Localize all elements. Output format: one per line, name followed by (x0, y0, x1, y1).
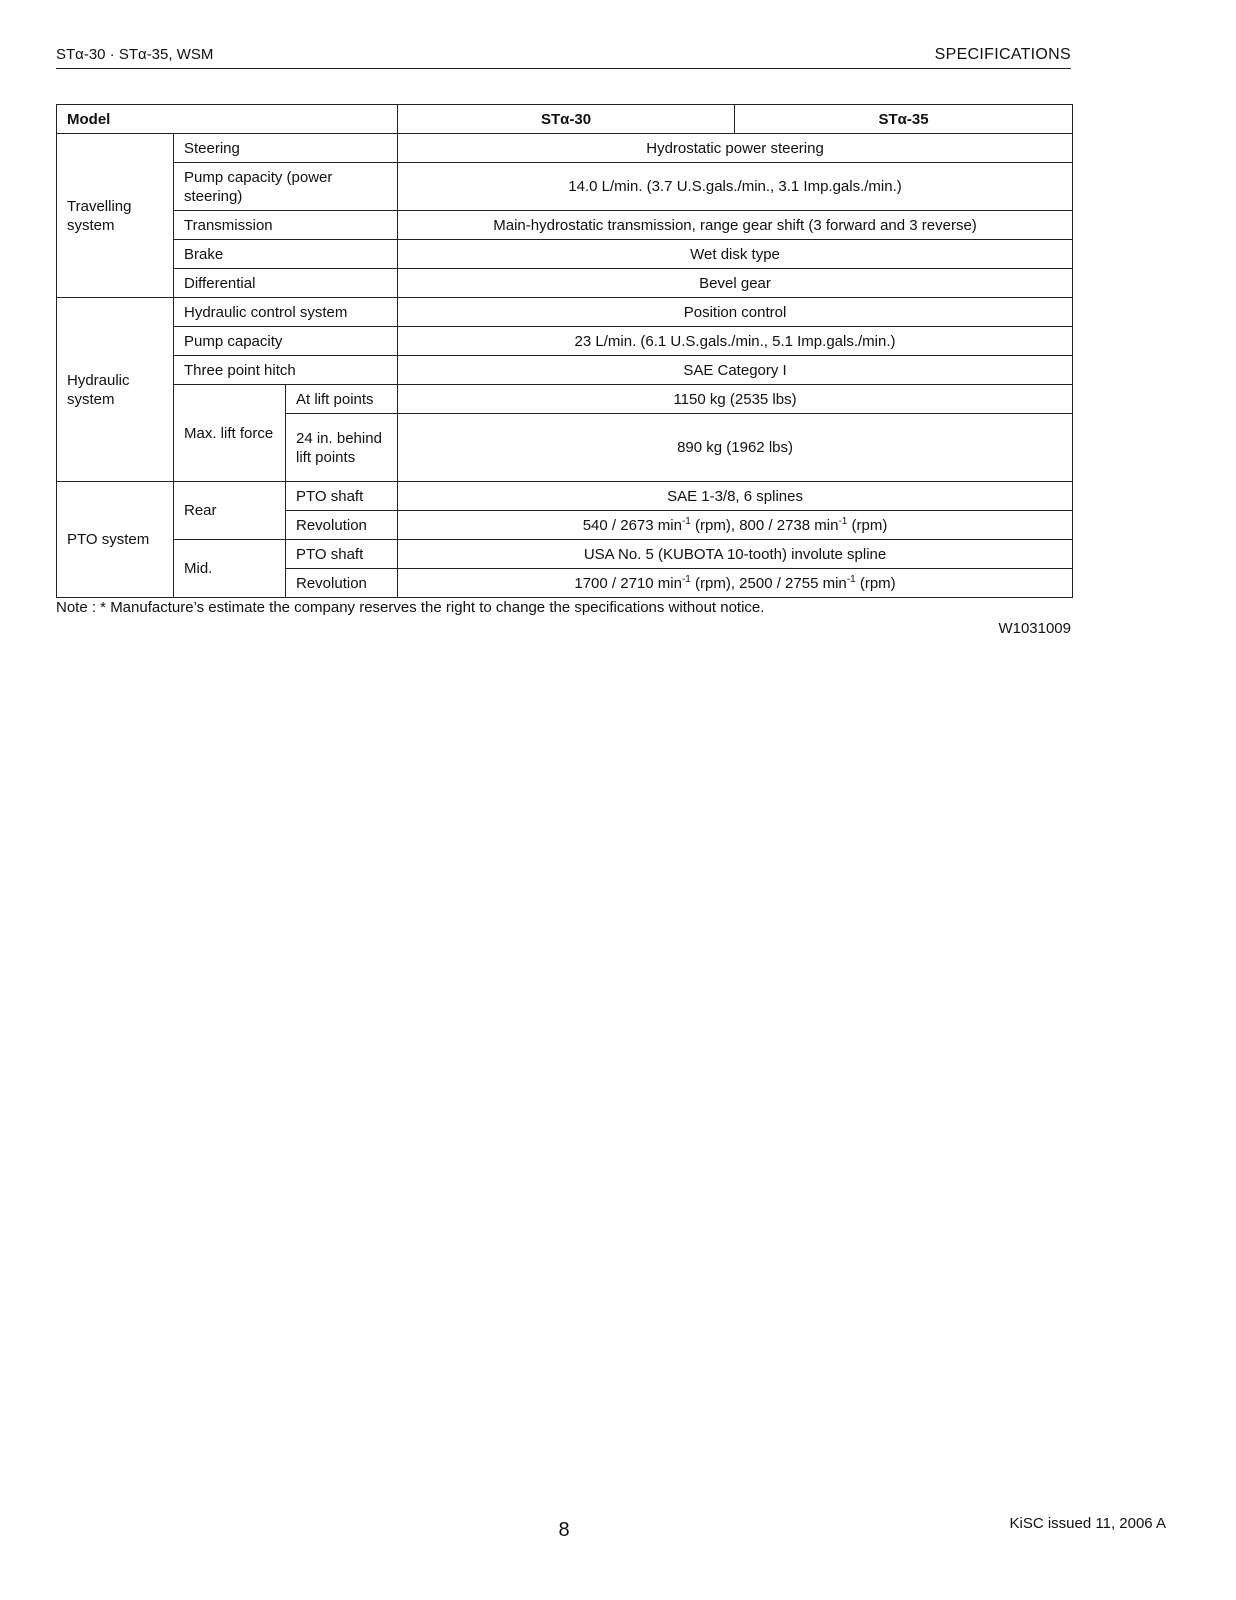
row-value-steering: Hydrostatic power steering (398, 134, 1073, 163)
row-value-brake: Wet disk type (398, 240, 1073, 269)
group-pto-system: PTO system (57, 482, 174, 598)
rear-rev-text-b: (rpm), 800 / 2738 min (690, 516, 839, 534)
row-label-rear-pto-shaft: PTO shaft (286, 482, 398, 511)
table-row (57, 385, 1073, 414)
mid-rev-text-c: (rpm) (855, 574, 896, 592)
specifications-table (56, 104, 1073, 598)
row-label-rear: Rear (174, 482, 286, 540)
row-value-rear-pto-shaft: SAE 1-3/8, 6 splines (398, 482, 1073, 511)
issued-label: KiSC issued 11, 2006 A (1009, 1515, 1166, 1532)
row-label-brake: Brake (174, 240, 398, 269)
table-row (57, 356, 1073, 385)
table-row (57, 269, 1073, 298)
table-row (57, 540, 1073, 569)
model-col-sta30: STα-30 (398, 105, 735, 134)
model-col-sta35: STα-35 (735, 105, 1073, 134)
row-value-behind-lift-points: 890 kg (1962 lbs) (398, 414, 1073, 482)
table-row (57, 211, 1073, 240)
row-label-three-point-hitch: Three point hitch (174, 356, 398, 385)
row-value-mid-pto-shaft: USA No. 5 (KUBOTA 10-tooth) involute spline (398, 540, 1073, 569)
row-label-rear-revolution: Revolution (286, 511, 398, 540)
group-travelling-system: Travelling system (57, 134, 174, 298)
row-label-mid-pto-shaft: PTO shaft (286, 540, 398, 569)
group-hydraulic-system: Hydraulic system (57, 298, 174, 482)
rear-rev-text-a: 540 / 2673 min (582, 516, 682, 534)
row-value-three-point-hitch: SAE Category I (398, 356, 1073, 385)
row-value-transmission: Main-hydrostatic transmission, range gear shift (3 forward and 3 reverse) (398, 211, 1073, 240)
row-label-max-lift-force: Max. lift force (174, 385, 286, 482)
row-label-steering: Steering (174, 134, 398, 163)
mid-rev-text-b: (rpm), 2500 / 2755 min (690, 574, 847, 592)
row-value-hydraulic-control: Position control (398, 298, 1073, 327)
row-label-transmission: Transmission (174, 211, 398, 240)
document-code: W1031009 (998, 620, 1071, 637)
model-header-cell: Model (57, 105, 398, 134)
header-model-title: STα-30 · STα-35, WSM (56, 46, 214, 63)
row-label-pump-capacity-steering: Pump capacity (power steering) (174, 163, 398, 211)
page-number: 8 (558, 1519, 570, 1541)
table-row (57, 327, 1073, 356)
table-row (57, 134, 1073, 163)
row-value-at-lift-points: 1150 kg (2535 lbs) (398, 385, 1073, 414)
row-label-differential: Differential (174, 269, 398, 298)
row-label-at-lift-points: At lift points (286, 385, 398, 414)
rear-rev-exponent-2: -1 (838, 515, 848, 527)
row-value-pump-capacity-steering: 14.0 L/min. (3.7 U.S.gals./min., 3.1 Imp.gals./min.) (398, 163, 1073, 211)
table-header-row (57, 105, 1073, 134)
table-row (57, 163, 1073, 211)
mid-rev-exponent-2: -1 (846, 573, 856, 585)
row-label-pump-capacity: Pump capacity (174, 327, 398, 356)
row-label-hydraulic-control: Hydraulic control system (174, 298, 398, 327)
footnote: Note : * Manufacture’s estimate the company reserves the right to change the specifications without notice. (56, 599, 765, 616)
page-header (56, 46, 1071, 69)
rear-rev-exponent-1: -1 (681, 515, 691, 527)
row-value-mid-revolution (398, 569, 1073, 598)
row-value-differential: Bevel gear (398, 269, 1073, 298)
table-row (57, 298, 1073, 327)
table-row (57, 240, 1073, 269)
row-label-behind-lift-points: 24 in. behind lift points (286, 414, 398, 482)
header-section-title: SPECIFICATIONS (934, 46, 1071, 63)
row-value-rear-revolution (398, 511, 1073, 540)
mid-rev-text-a: 1700 / 2710 min (574, 574, 682, 592)
rear-rev-text-c: (rpm) (847, 516, 888, 534)
table-row (57, 482, 1073, 511)
row-label-mid: Mid. (174, 540, 286, 598)
row-value-pump-capacity: 23 L/min. (6.1 U.S.gals./min., 5.1 Imp.gals./min.) (398, 327, 1073, 356)
mid-rev-exponent-1: -1 (681, 573, 691, 585)
row-label-mid-revolution: Revolution (286, 569, 398, 598)
